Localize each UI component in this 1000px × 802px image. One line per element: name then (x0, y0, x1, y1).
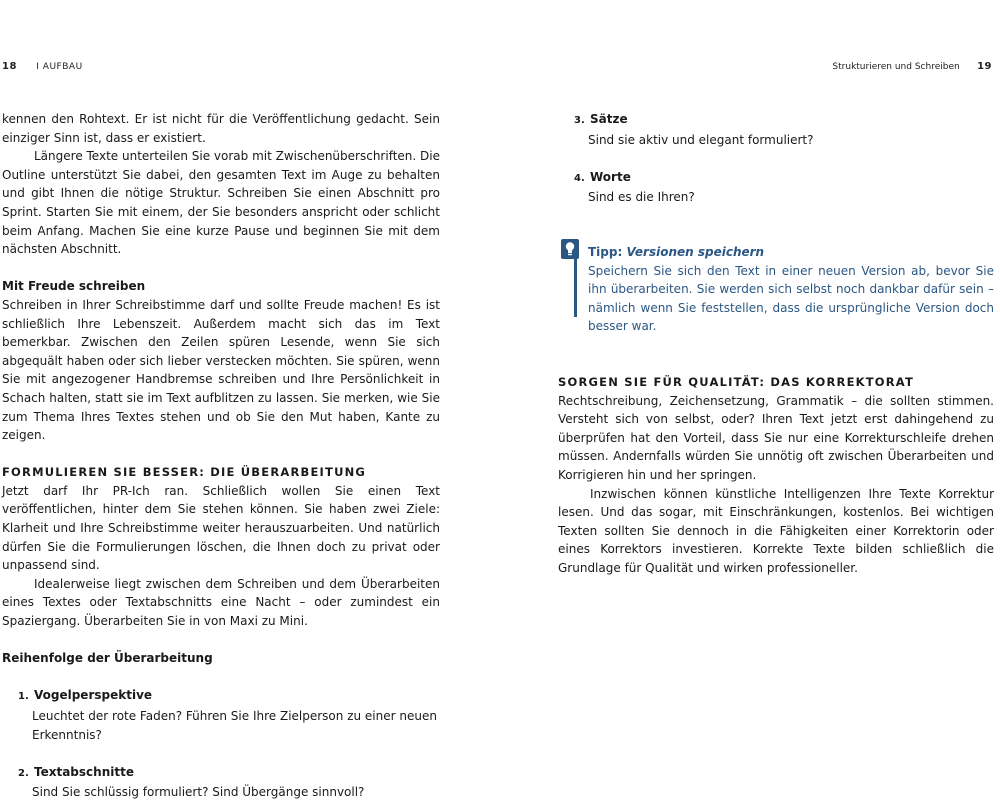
tip-box (558, 243, 994, 336)
paragraph: Schreiben in Ihrer Schreibstimme darf und sollte Freude machen! Es ist schließlich Ihre Lebenszeit. Außerdem macht sich das im Text bemerkbar. Zwischen den Zeilen spüren Lesende, wenn Sie sich abgequält haben oder sich lieber verstecken möchten. Sie spüren, wenn Sie mit angezogener Handbremse schreiben und Ihre Persönlichkeit in Schach halten, statt sie im Text aufblitzen zu lassen. Sie merken, wie Sie zum Thema Ihres Textes stehen und ob Sie den Mut haben, Kante zu zeigen. (2, 297, 440, 443)
step-number: 1. (18, 691, 29, 703)
right-page-body (558, 110, 994, 577)
step-number: 4. (574, 172, 585, 184)
paragraph: Rechtschreibung, Zeichensetzung, Grammatik – die sollten stimmen. Versteht sich von selbst, oder? Ihren Text jetzt erst dahingehend zu überprüfen hat den Vorteil, dass Sie nur eine Korrekturschleife drehen müssen. Andernfalls würden Sie unnötig oft zwischen Überarbeiten und Korrigieren hin und her springen. (558, 393, 994, 482)
right-page-number: 19 (977, 61, 992, 72)
paragraph: Inzwischen können künstliche Intelligenzen Ihre Texte Korrektur lesen. Und das sogar, mit Einschränkungen, kostenlos. Bei wichtigen Texten sollten Sie dennoch in die Fähigkeiten einer Korrektorin oder eines Korrektors investieren. Korrekte Texte bilden schließlich die Grundlage für Qualität und wirken professioneller. (558, 486, 994, 575)
step-title: Worte (590, 169, 631, 184)
step-title: Textabschnitte (34, 764, 134, 779)
paragraph: Längere Texte unterteilen Sie vorab mit Zwischenüberschriften. Die Outline unterstützt Sie dabei, den gesamten Text im Auge zu behalten und gibt Ihnen die nötige Struktur. Schreiben Sie einen Abschnitt pro Sprint. Starten Sie mit einem, der Sie besonders anspricht oder schlicht beim Anfang. Machen Sie eine kurze Pause und beginnen Sie mit dem nächsten Abschnitt. (2, 149, 440, 257)
subheading: Reihenfolge der Überarbeitung (2, 651, 213, 666)
paragraph: Jetzt darf Ihr PR-Ich ran. Schließlich wollen Sie einen Text veröffentlichen, hinter dem Sie stehen können. Sie haben zwei Ziele: Klarheit und Ihre Schreibstimme weiter herauszuarbeiten. Und natürlich dürfen Sie die Formulierungen löschen, die Ihnen doch zu privat oder unpassend sind. (2, 483, 440, 573)
step-number: 3. (574, 115, 585, 126)
list-item (558, 110, 994, 149)
step-text: Leuchtet der rote Faden? Führen Sie Ihre Zielperson zu einer neuen Erkenntnis? (32, 709, 437, 742)
step-text: Sind es die Ihren? (588, 190, 695, 205)
left-running-title: I AUFBAU (36, 62, 83, 72)
revision-steps-list (558, 110, 994, 207)
section-heading: FORMULIEREN SIE BESSER: DIE ÜBERARBEITUNG (2, 465, 367, 480)
tip-title: Versionen speichern (626, 244, 765, 259)
tip-text: Speichern Sie sich den Text in einer neuen Version ab, bevor Sie ihn überarbeiten. Sie werden sich selbst noch dankbar dafür sein – nämlich wenn Sie feststellen, dass die ursprüngliche Version doch besser war. (588, 263, 994, 334)
step-number: 2. (18, 767, 29, 779)
tip-label: Tipp: (588, 244, 623, 259)
right-page-header (832, 61, 992, 72)
step-text: Sind sie aktiv und elegant formuliert? (588, 132, 814, 147)
tip-heading (588, 243, 994, 262)
step-text: Sind Sie schlüssig formuliert? Sind Übergänge sinnvoll? (32, 785, 365, 800)
step-title: Vogelperspektive (34, 688, 153, 703)
list-item (558, 168, 994, 207)
subheading: Mit Freude schreiben (2, 279, 146, 294)
revision-steps-list (2, 686, 440, 802)
section-heading: SORGEN SIE FÜR QUALITÄT: DAS KORREKTORAT (558, 374, 915, 389)
left-page-header (2, 61, 83, 72)
paragraph: Idealerweise liegt zwischen dem Schreiben und dem Überarbeiten eines Textes oder Textabschnitts eine Nacht – oder zumindest ein Spaziergang. Überarbeiten Sie in von Maxi zu Mini. (2, 576, 440, 629)
list-item (2, 763, 440, 802)
left-page-number: 18 (2, 61, 17, 72)
list-item (2, 686, 440, 744)
right-running-title: Strukturieren und Schreiben (832, 62, 960, 72)
tip-accent-bar (574, 253, 577, 317)
paragraph: kennen den Rohtext. Er ist nicht für die Veröffentlichung gedacht. Sein einziger Sinn ist, dass er existiert. (2, 112, 440, 145)
step-title: Sätze (590, 112, 628, 126)
left-page-body (2, 110, 440, 802)
